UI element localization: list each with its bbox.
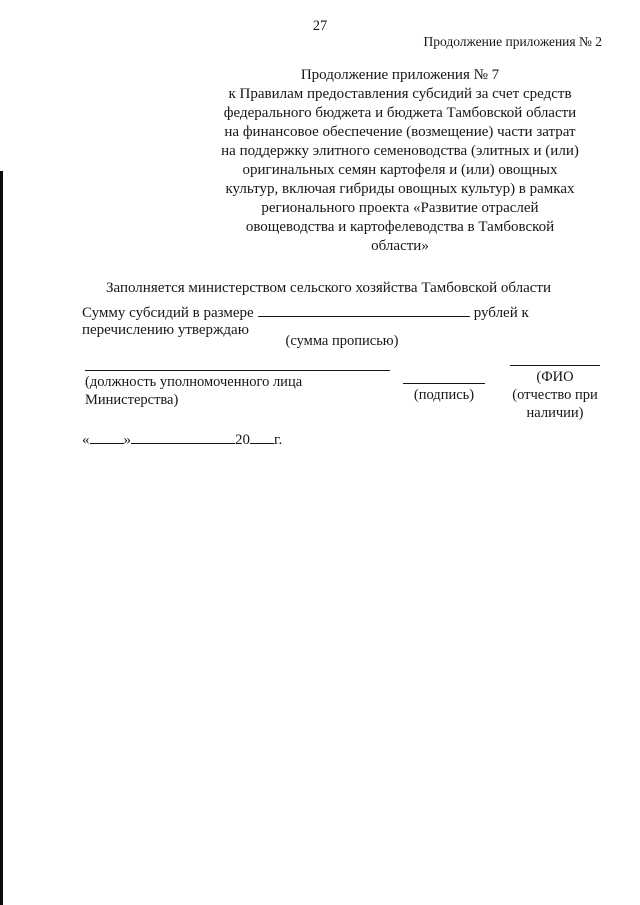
- continuation-note: Продолжение приложения № 2: [423, 34, 602, 49]
- heading-line: на поддержку элитного семеноводства (элитных и (или): [221, 143, 579, 159]
- heading-line: овощеводства и картофелеводства в Тамбовской: [245, 219, 555, 235]
- heading-line: Продолжение приложения № 7: [300, 67, 500, 83]
- date-year-suffix: г.: [274, 431, 283, 448]
- date-open-quote: «: [82, 431, 90, 448]
- appendix-heading: [205, 66, 595, 256]
- heading-line: на финансовое обеспечение (возмещение) части затрат: [224, 124, 576, 140]
- heading-line: оригинальных семян картофеля и (или) овощных: [242, 162, 558, 178]
- heading-line: федерального бюджета и бюджета Тамбовской области: [223, 105, 577, 121]
- sum-caption: (сумма прописью): [285, 333, 399, 349]
- filled-by-ministry-note: Заполняется министерством сельского хозяйства Тамбовской области: [106, 280, 552, 296]
- page-number: 27: [312, 18, 328, 34]
- heading-line: культур, включая гибриды овощных культур) в рамках: [225, 181, 575, 197]
- signature-name-label: (ФИО (отчество при наличии): [510, 365, 600, 422]
- sum-prefix-label: Сумму субсидий в размере: [82, 304, 254, 321]
- signature-position-label: (должность уполномоченного лица Министерства): [85, 370, 390, 409]
- sum-continuation-label: перечислению утверждаю: [82, 321, 249, 338]
- sum-suffix-label: рублей к: [473, 304, 529, 321]
- date-month-blank: [131, 430, 235, 444]
- date-year-blank: [250, 430, 274, 444]
- sum-amount-blank: [258, 303, 470, 317]
- date-line: [82, 430, 282, 449]
- sum-approval-block: [82, 303, 602, 349]
- scan-artifact-bar: [0, 171, 3, 905]
- date-close-quote: »: [123, 431, 131, 448]
- date-day-blank: [90, 430, 124, 444]
- heading-line: области»: [371, 238, 429, 254]
- date-century-label: 20: [235, 431, 250, 448]
- sum-line: [82, 303, 602, 322]
- heading-line: регионального проекта «Развитие отраслей: [261, 200, 539, 216]
- heading-line: к Правилам предоставления субсидий за счет средств: [228, 86, 572, 102]
- signature-sign-label: (подпись): [403, 383, 485, 404]
